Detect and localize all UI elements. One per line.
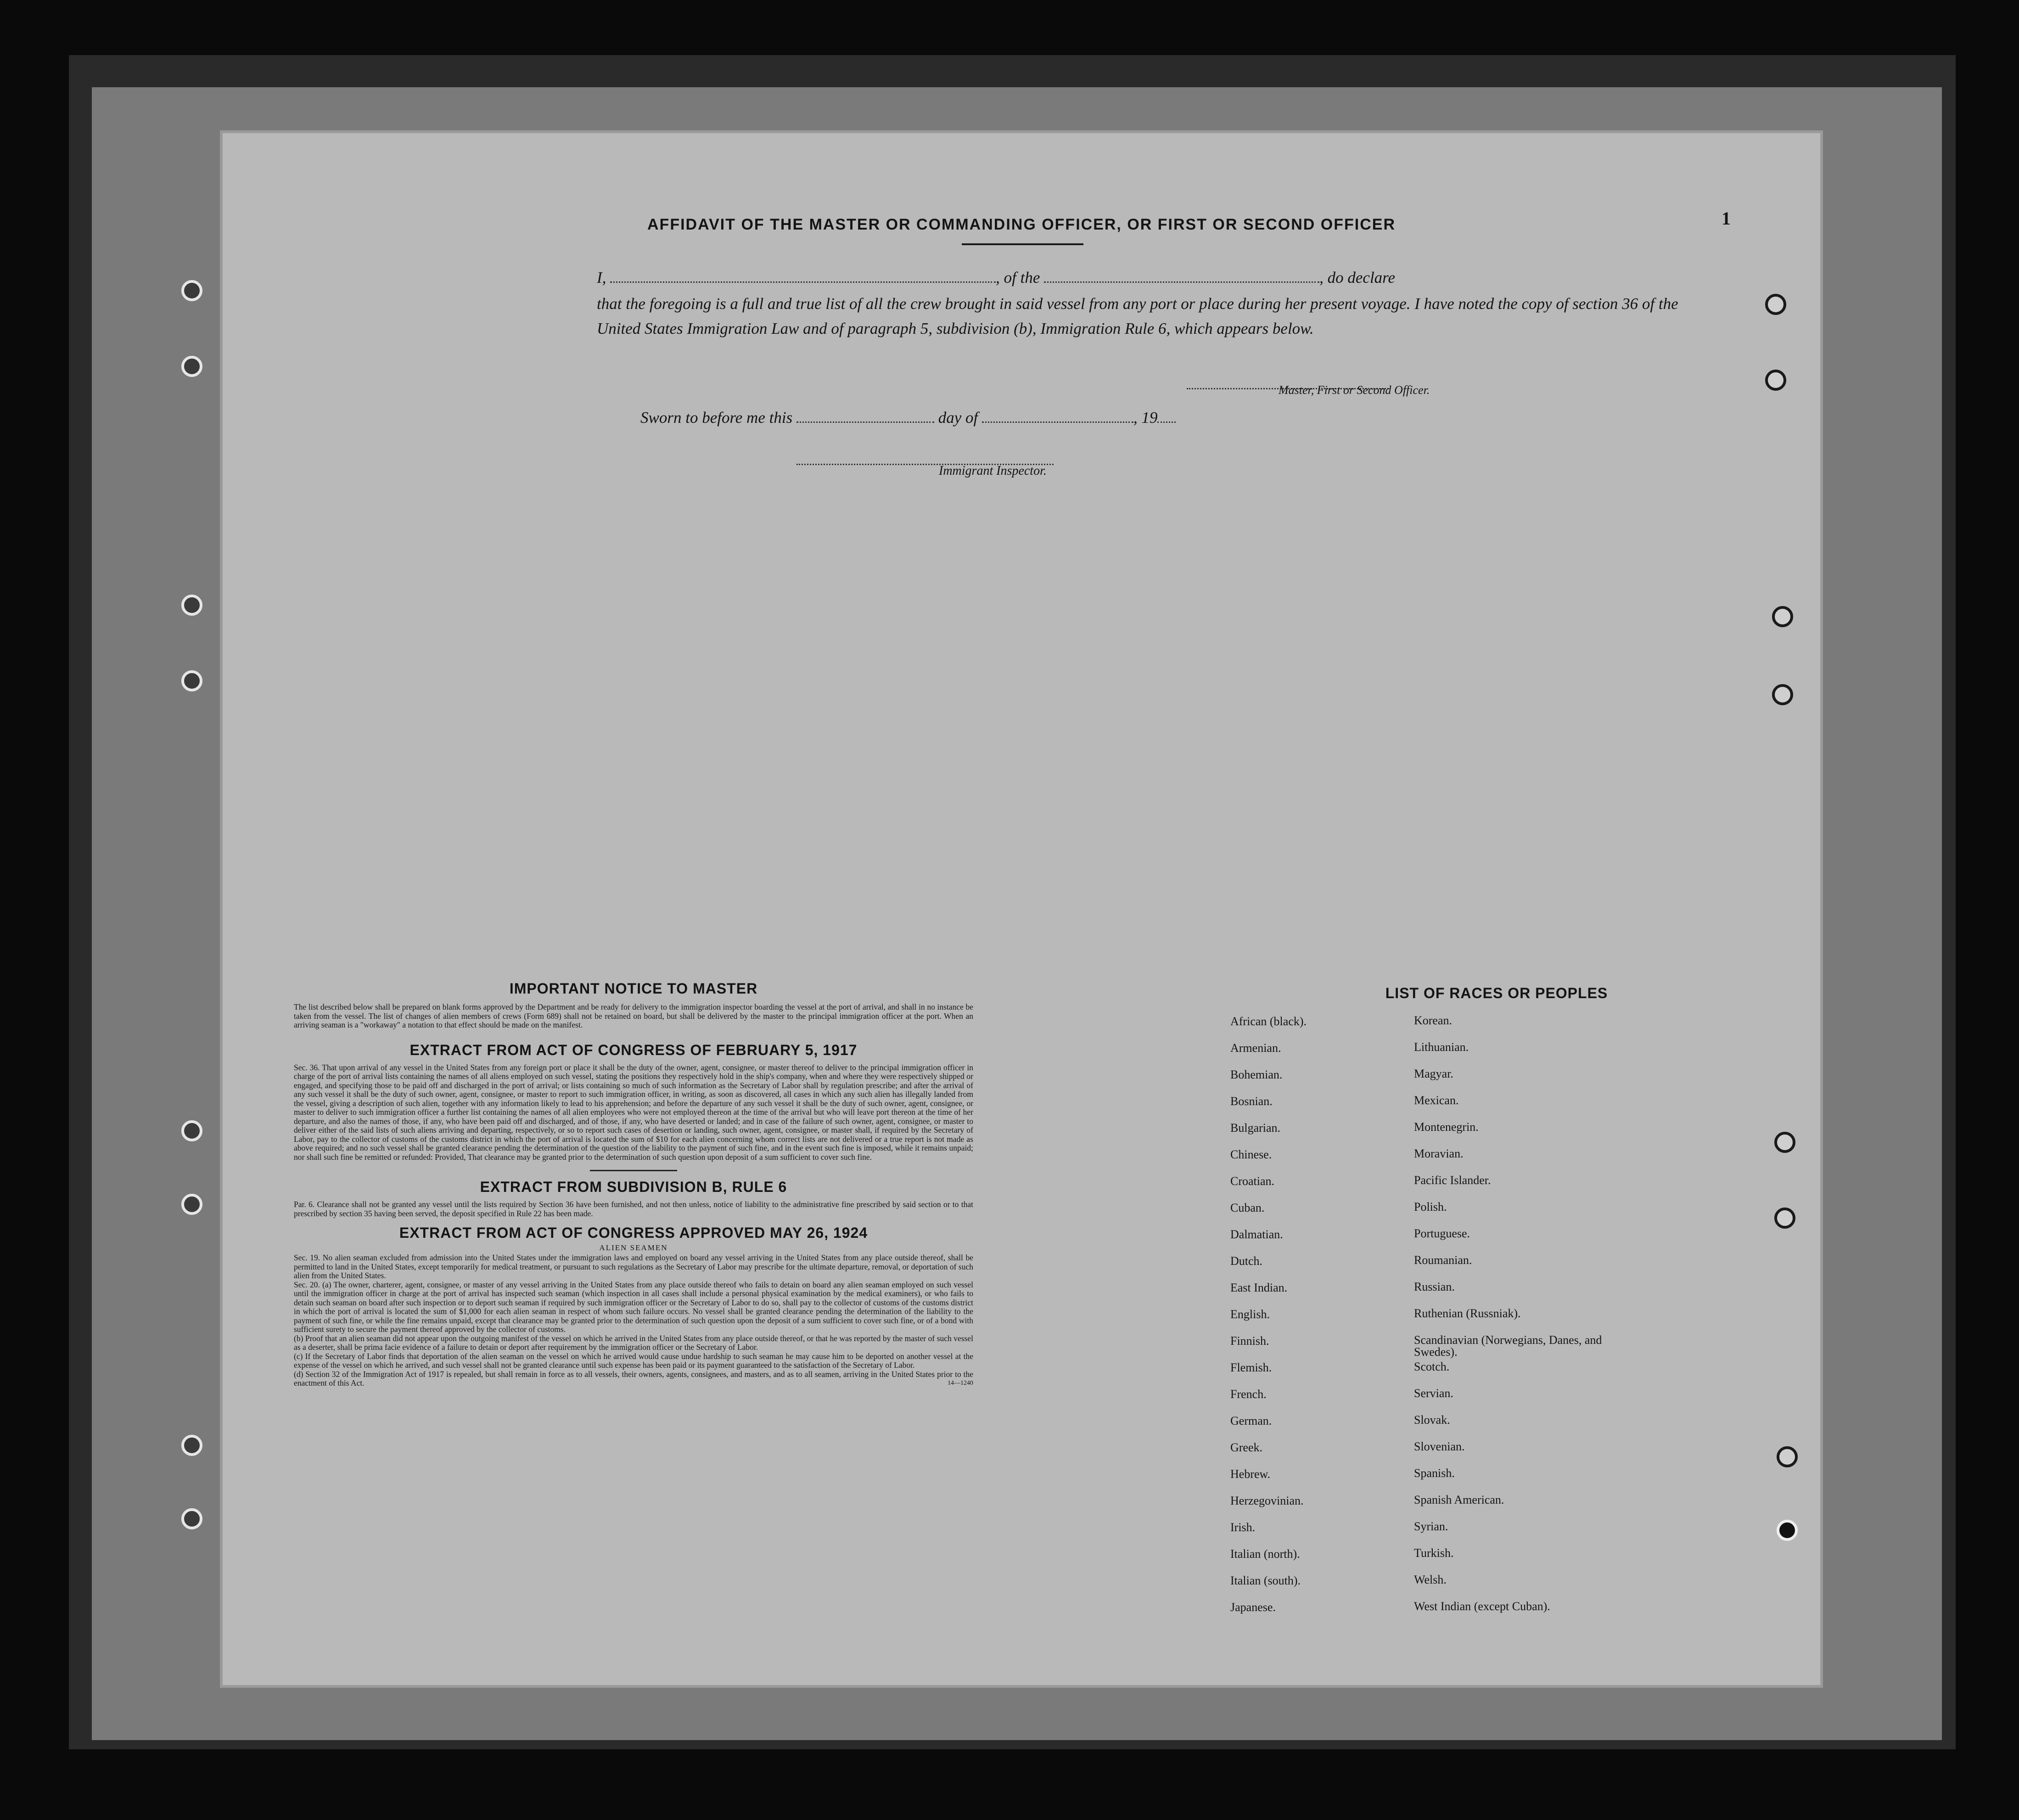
race-left: Italian (south). — [1230, 1574, 1301, 1587]
extract-rule6-text: Par. 6. Clearance shall not be granted any vessel until the lists required by Section 36 have been furnished, and not then unless, notice of liability to the administrative fine prescribed by said section or to that prescribed by section 35 having been served, the deposit specified in Rule 22 has been made. — [294, 1200, 973, 1218]
race-right: Mexican. — [1414, 1094, 1459, 1107]
race-row — [1230, 1121, 1744, 1148]
declaration-body: that the foregoing is a full and true list of all the crew brought in said vessel from any port or place during her present voyage. I have noted the copy of section 36 of the United States Immigration Law and of paragraph 5, subdivision (b), Immigration Rule 6, which appears below. — [597, 295, 1678, 337]
sworn-year: , 19 — [1133, 409, 1158, 427]
race-left: Finnish. — [1230, 1334, 1269, 1348]
race-row — [1230, 1387, 1744, 1414]
binder-hole — [1765, 370, 1786, 391]
affidavit-title: AFFIDAVIT OF THE MASTER OR COMMANDING OFFICER, OR FIRST OR SECOND OFFICER — [647, 216, 1396, 233]
race-row — [1230, 1281, 1744, 1308]
name-blank — [610, 272, 996, 283]
binder-hole — [181, 1120, 202, 1141]
notice-text: The list described below shall be prepared on blank forms approved by the Department and be ready for delivery to the immigration inspector boarding the vessel at the port of arrival, and shall in no instance be taken from the vessel. The list of changes of alien members of crews (Form 689) shall not be retained on board, but shall be delivered by the master to the principal immigration officer at the port. When an arriving seaman is a "workaway" a notation to that effect should be made on the manifest. — [294, 1002, 973, 1029]
sworn-prefix: Sworn to before me this — [640, 409, 793, 427]
race-right: Slovenian. — [1414, 1440, 1465, 1453]
extract-1924-title: EXTRACT FROM ACT OF CONGRESS APPROVED MAY 26, 1924 — [399, 1225, 868, 1241]
extract-rule6-title: EXTRACT FROM SUBDIVISION B, RULE 6 — [480, 1179, 787, 1195]
binder-hole — [1772, 684, 1793, 705]
races-title: LIST OF RACES OR PEOPLES — [1385, 985, 1608, 1001]
race-left: German. — [1230, 1414, 1272, 1427]
sworn-day-label: day of — [938, 409, 978, 427]
race-row — [1230, 1041, 1744, 1068]
race-row — [1230, 1334, 1744, 1361]
race-right: Scotch. — [1414, 1360, 1450, 1373]
race-row — [1230, 1174, 1744, 1201]
binder-hole — [181, 280, 202, 301]
race-left: Cuban. — [1230, 1201, 1265, 1214]
binder-hole — [181, 595, 202, 616]
sec19-text: Sec. 19. No alien seaman excluded from admission into the United States under the immigration laws and employed on board any vessel arriving in the United States from any place outside thereof, shall be permitted to land in the United States, except temporarily for medical treatment, or pursuant to such regulations as the Secretary of Labor may prescribe for the ultimate departure, removal, or deportation of such alien from the United States. — [294, 1253, 973, 1280]
race-right: Ruthenian (Russniak). — [1414, 1307, 1521, 1320]
race-right: Lithuanian. — [1414, 1040, 1469, 1054]
race-right: Turkish. — [1414, 1546, 1454, 1560]
race-left: East Indian. — [1230, 1281, 1288, 1294]
race-row — [1230, 1201, 1744, 1228]
race-left: English. — [1230, 1308, 1270, 1321]
race-left: Hebrew. — [1230, 1467, 1271, 1481]
race-right: Welsh. — [1414, 1573, 1447, 1586]
binder-hole — [1774, 1208, 1795, 1229]
alien-seamen-subtitle: ALIEN SEAMEN — [599, 1243, 668, 1252]
race-right: West Indian (except Cuban). — [1414, 1600, 1550, 1613]
notices-column — [294, 980, 973, 1388]
race-row — [1230, 1361, 1744, 1387]
form-number: 14—1240 — [948, 1380, 973, 1387]
extract-1917-text: Sec. 36. That upon arrival of any vessel in the United States from any foreign port or place it shall be the duty of the owner, agent, consignee, or master thereof to deliver to the principal immigration officer in charge of the port of arrival lists containing the names of all aliens employed on such vessel, stating the positions they respectively hold in the ship's company, when and where they were respectively shipped or engaged, and specifying those to be paid off and discharged in the port of arrival; or lists containing so much of such information as the Secretary of Labor shall by regulation prescribe; and after the arrival of any such vessel it shall be the duty of such owner, agent, consignee, or master to report to such immigration officer, in writing, as soon as discovered, all cases in which any such alien has illegally landed from the vessel, giving a description of such alien, together with any information likely to lead to his apprehension; and before the departure of any such vessel it shall be the duty of such owner, agent, consignee, or master to deliver to such immigration officer a further list containing the names of all alien employees who were not employed thereon at the time of the arrival but who will leave port thereon at the time of her departure, and also the names of those, if any, who have been paid off and discharged, and of those, if any, who have deserted or landed; and in case of the failure of such owner, agent, consignee, or master to deliver either of the said lists of such aliens arriving and departing, respectively, or so to report such cases of desertion or landing, such owner, agent, consignee, or master shall, if required by the Secretary of Labor, pay to the collector of customs of the customs district in which the port of arrival is located the sum of $10 for each alien concerning whom correct lists are not delivered or a true report is not made as above required; and no such vessel shall be granted clearance pending the determination of the question of the liability to the payment of such fine, and in the event such fine is imposed, while it remains unpaid; nor shall such fine be remitted or refunded: Provided, That clearance may be granted prior to the determination of such question upon deposit of a sum sufficient to cover such fine. — [294, 1062, 973, 1162]
inspector-label: Immigrant Inspector. — [939, 464, 1047, 478]
race-row — [1230, 1148, 1744, 1174]
race-right: Slovak. — [1414, 1413, 1450, 1427]
sec20c-text: (c) If the Secretary of Labor finds that deportation of the alien seaman on the vessel on which he arrived would cause undue hardship to such seaman he may cause him to be deported on another vessel at the expense of the vessel on which he arrived, and such vessel shall not be granted clearance until such expense has been paid or its payment guaranteed to the satisfaction of the Secretary of Labor. — [294, 1351, 973, 1370]
race-row — [1230, 1521, 1744, 1547]
binder-hole — [1772, 606, 1793, 627]
race-row — [1230, 1467, 1744, 1494]
race-left: French. — [1230, 1387, 1267, 1401]
race-left: Irish. — [1230, 1521, 1256, 1534]
binder-hole — [181, 1508, 202, 1529]
race-left: Greek. — [1230, 1441, 1263, 1454]
day-blank — [796, 412, 934, 423]
vessel-blank — [1044, 272, 1319, 283]
sec20b-text: (b) Proof that an alien seaman did not appear upon the outgoing manifest of the vessel on which he arrived in the United States from any place outside thereof, or that he was reported by the master of such vessel as a deserter, shall be prima facie evidence of a failure to detain or deport after requirement by the immigration officer or the Secretary of Labor. — [294, 1333, 973, 1352]
binder-hole — [181, 1435, 202, 1456]
sec20d-text: (d) Section 32 of the Immigration Act of 1917 is repealed, but shall remain in force as to all vessels, their owners, agents, consignees, and masters, and as to all seamen, arriving in the United States prior to the enactment of this Act. 14—1240 — [294, 1369, 973, 1387]
race-right: Korean. — [1414, 1014, 1453, 1027]
binder-hole — [1774, 1132, 1795, 1153]
race-right: Spanish American. — [1414, 1493, 1504, 1506]
race-row — [1230, 1414, 1744, 1441]
race-right: Pacific Islander. — [1414, 1174, 1491, 1187]
race-right: Moravian. — [1414, 1147, 1464, 1160]
race-right: Scandinavian (Norwegians, Danes, and Swedes). — [1414, 1333, 1602, 1359]
race-right: Magyar. — [1414, 1067, 1453, 1080]
section-divider — [590, 1170, 677, 1171]
race-left: African (black). — [1230, 1015, 1307, 1028]
race-row — [1230, 1547, 1744, 1574]
of-the-text: , of the — [996, 269, 1040, 286]
race-left: Bohemian. — [1230, 1068, 1283, 1081]
extract-1917-title: EXTRACT FROM ACT OF CONGRESS OF FEBRUARY 5, 1917 — [409, 1041, 858, 1058]
race-right: Spanish. — [1414, 1466, 1455, 1480]
race-row — [1230, 1601, 1744, 1627]
page-number: 1 — [1722, 208, 1731, 229]
race-left: Bulgarian. — [1230, 1121, 1281, 1135]
race-left: Flemish. — [1230, 1361, 1272, 1374]
race-row — [1230, 1228, 1744, 1254]
race-right: Russian. — [1414, 1280, 1455, 1293]
binder-hole — [1765, 294, 1786, 315]
race-left: Bosnian. — [1230, 1095, 1273, 1108]
race-right: Polish. — [1414, 1200, 1447, 1213]
race-left: Japanese. — [1230, 1601, 1276, 1614]
sec20a-text: Sec. 20. (a) The owner, charterer, agent, consignee, or master of any vessel arriving in the United States from any place outside thereof who fails to detain on board any alien seaman employed on such vessel until the immigration officer in charge at the port of arrival has inspected such seaman (which inspection in all cases shall include a personal physical examination by the medical examiners), or who fails to detain such seaman on board after such inspection or to deport such seaman if required by such immigration officer or the Secretary of Labor to do so, shall pay to the collector of customs of the customs district in which the port of arrival is located the sum of $1,000 for each alien seaman in respect of whom such failure occurs. No vessel shall be granted clearance pending the determination of the liability to the payment of such fine, or while the fine remains unpaid, except that clearance may be granted prior to the determination of such question upon the deposit of a sum sufficient to cover such fine, or of a bond with sufficient surety to secure the payment thereof approved by the collector of customs. — [294, 1280, 973, 1334]
binder-hole — [1777, 1520, 1798, 1541]
document-page — [223, 133, 1820, 1685]
race-row — [1230, 1095, 1744, 1121]
race-left: Croatian. — [1230, 1174, 1275, 1188]
binder-hole — [1777, 1446, 1798, 1467]
title-rule — [962, 243, 1083, 245]
signature-label: Master, First or Second Officer. — [1279, 383, 1430, 397]
race-row — [1230, 1494, 1744, 1521]
race-right: Portuguese. — [1414, 1227, 1470, 1240]
races-list — [1230, 1015, 1744, 1627]
sworn-line — [640, 409, 1283, 427]
race-row — [1230, 1015, 1744, 1041]
do-declare-text: , do declare — [1319, 269, 1396, 286]
binder-hole — [181, 1194, 202, 1215]
race-right: Montenegrin. — [1414, 1120, 1479, 1134]
race-left: Italian (north). — [1230, 1547, 1300, 1561]
binder-hole — [181, 670, 202, 691]
declarant-i: I, — [597, 269, 606, 286]
race-right: Roumanian. — [1414, 1253, 1472, 1267]
month-blank — [982, 412, 1133, 423]
binder-hole — [181, 356, 202, 377]
race-row — [1230, 1068, 1744, 1095]
race-row — [1230, 1574, 1744, 1601]
race-right: Servian. — [1414, 1387, 1453, 1400]
race-left: Herzegovinian. — [1230, 1494, 1304, 1507]
race-left: Armenian. — [1230, 1041, 1281, 1055]
race-row — [1230, 1308, 1744, 1334]
race-row — [1230, 1441, 1744, 1467]
notice-title: IMPORTANT NOTICE TO MASTER — [509, 980, 758, 997]
declaration-line — [597, 269, 1712, 287]
race-left: Dutch. — [1230, 1254, 1263, 1268]
race-left: Dalmatian. — [1230, 1228, 1283, 1241]
race-right: Syrian. — [1414, 1520, 1448, 1533]
race-row — [1230, 1254, 1744, 1281]
race-left: Chinese. — [1230, 1148, 1272, 1161]
